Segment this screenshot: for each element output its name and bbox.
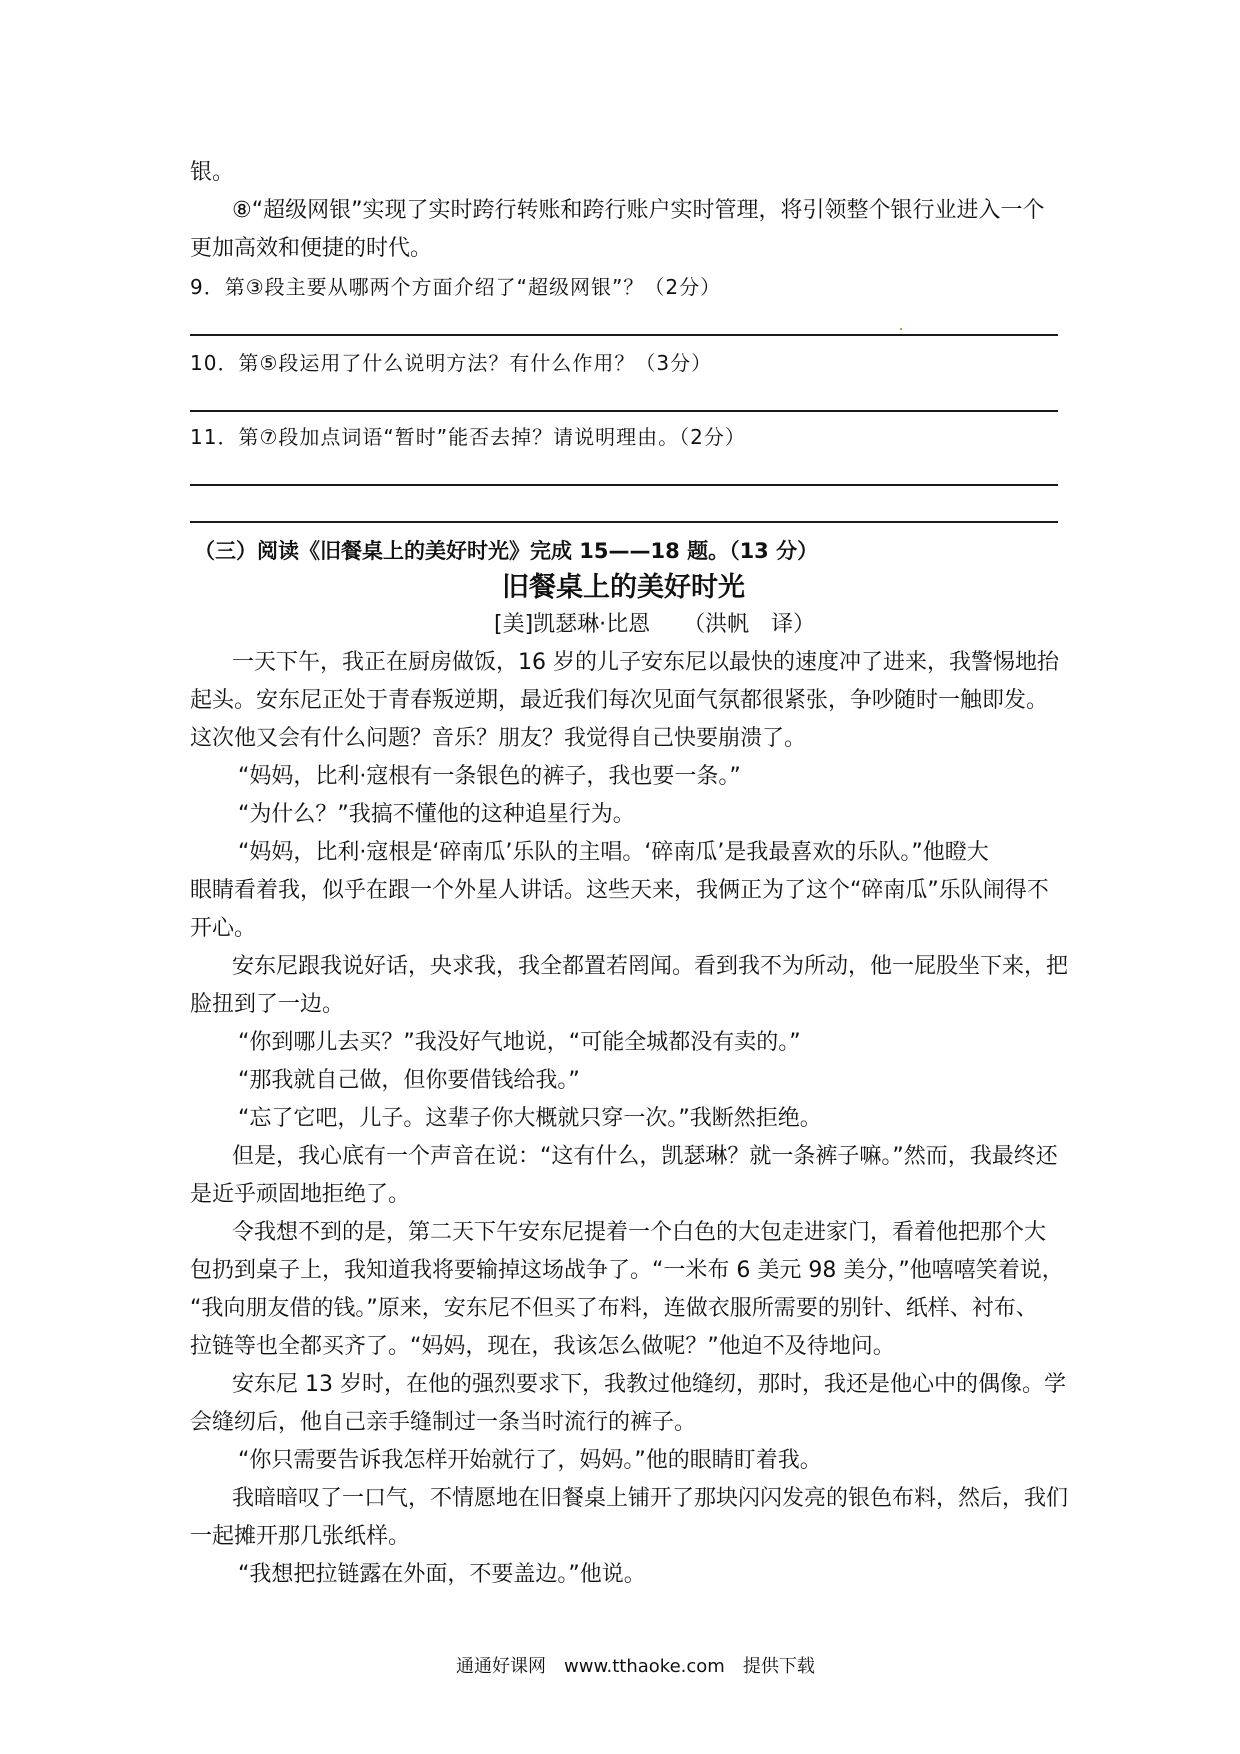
story-line: “我向朋友借的钱。”原来，安东尼不但买了布料，连做衣服所需要的别针、纸样、衬布、 (190, 1296, 1038, 1321)
answer-line[interactable] (190, 334, 1058, 336)
answer-line[interactable] (190, 410, 1058, 412)
story-line: 但是，我心底有一个声音在说：“这有什么，凯瑟琳？就一条裤子嘛。”然而，我最终还 (232, 1144, 1058, 1169)
story-line: 令我想不到的是，第二天下午安东尼提着一个白色的大包走进家门，看着他把那个大 (232, 1220, 1047, 1245)
story-line: 开心。 (190, 916, 257, 941)
story-line: 我暗暗叹了一口气，不情愿地在旧餐桌上铺开了那块闪闪发亮的银色布料，然后，我们 (232, 1486, 1069, 1511)
story-author: [美]凯瑟琳·比恩 （洪帆 译） (494, 612, 816, 637)
story-line: “你只需要告诉我怎样开始就行了，妈妈。”他的眼睛盯着我。 (238, 1448, 822, 1473)
passage-line: 更加高效和便捷的时代。 (190, 236, 433, 261)
answer-line[interactable] (190, 484, 1058, 486)
story-line: 是近乎顽固地拒绝了。 (190, 1182, 411, 1207)
story-line: 安东尼 13 岁时，在他的强烈要求下，我教过他缝纫，那时，我还是他心中的偶像。学 (232, 1372, 1066, 1397)
question-11: 11．第⑦段加点词语“暂时”能否去掉？请说明理由。（2分） (190, 425, 746, 449)
story-line: 安东尼跟我说好话，央求我，我全都置若罔闻。看到我不为所动，他一屁股坐下来，把 (232, 954, 1069, 979)
story-line: “我想把拉链露在外面，不要盖边。”他说。 (238, 1562, 646, 1587)
story-line: 眼睛看着我，似乎在跟一个外星人讲话。这些天来，我俩正为了这个“碎南瓜”乐队闹得不 (190, 878, 1049, 903)
story-line: 一起摊开那几张纸样。 (190, 1524, 411, 1549)
story-line: 一天下午，我正在厨房做饭，16 岁的儿子安东尼以最快的速度冲了进来，我警惕地抬 (232, 650, 1059, 675)
section-heading: （三）阅读《旧餐桌上的美好时光》完成 15——18 题。（13 分） (194, 539, 819, 563)
question-9: 9．第③段主要从哪两个方面介绍了“超级网银”？（2分） (190, 275, 722, 299)
story-line: 拉链等也全都买齐了。“妈妈，现在，我该怎么做呢？”他迫不及待地问。 (190, 1334, 895, 1359)
passage-line: 银。 (190, 160, 235, 185)
story-line: 包扔到桌子上，我知道我将要输掉这场战争了。“一米布 6 美元 98 美分，”他嘻嘻笑着说， (190, 1258, 1064, 1283)
story-line: 这次他又会有什么问题？音乐？朋友？我觉得自己快要崩溃了。 (190, 726, 807, 751)
scan-speck (900, 328, 902, 330)
story-line: “你到哪儿去买？”我没好气地说，“可能全城都没有卖的。” (238, 1030, 801, 1055)
story-line: 会缝纫后，他自己亲手缝制过一条当时流行的裤子。 (190, 1410, 697, 1435)
story-line: “妈妈，比利·寇根有一条银色的裤子，我也要一条。” (238, 764, 741, 789)
story-line: “妈妈，比利·寇根是‘碎南瓜’乐队的主唱。‘碎南瓜’是我最喜欢的乐队。”他瞪大 (238, 840, 989, 865)
story-line: “忘了它吧，儿子。这辈子你大概就只穿一次。”我断然拒绝。 (238, 1106, 822, 1131)
question-10: 10．第⑤段运用了什么说明方法？有什么作用？（3分） (190, 351, 713, 375)
passage-paragraph-8: ⑧“超级网银”实现了实时跨行转账和跨行账户实时管理，将引领整个银行业进入一个 (232, 198, 1045, 223)
story-line: “为什么？”我搞不懂他的这种追星行为。 (238, 802, 635, 827)
story-line: “那我就自己做，但你要借钱给我。” (238, 1068, 580, 1093)
answer-line[interactable] (190, 521, 1058, 523)
story-title: 旧餐桌上的美好时光 (502, 572, 745, 603)
story-line: 起头。安东尼正处于青春叛逆期，最近我们每次见面气氛都很紧张，争吵随时一触即发。 (190, 688, 1049, 713)
page-footer: 通通好课网 www.tthaoke.com 提供下载 (456, 1656, 815, 1677)
story-line: 脸扭到了一边。 (190, 992, 345, 1017)
